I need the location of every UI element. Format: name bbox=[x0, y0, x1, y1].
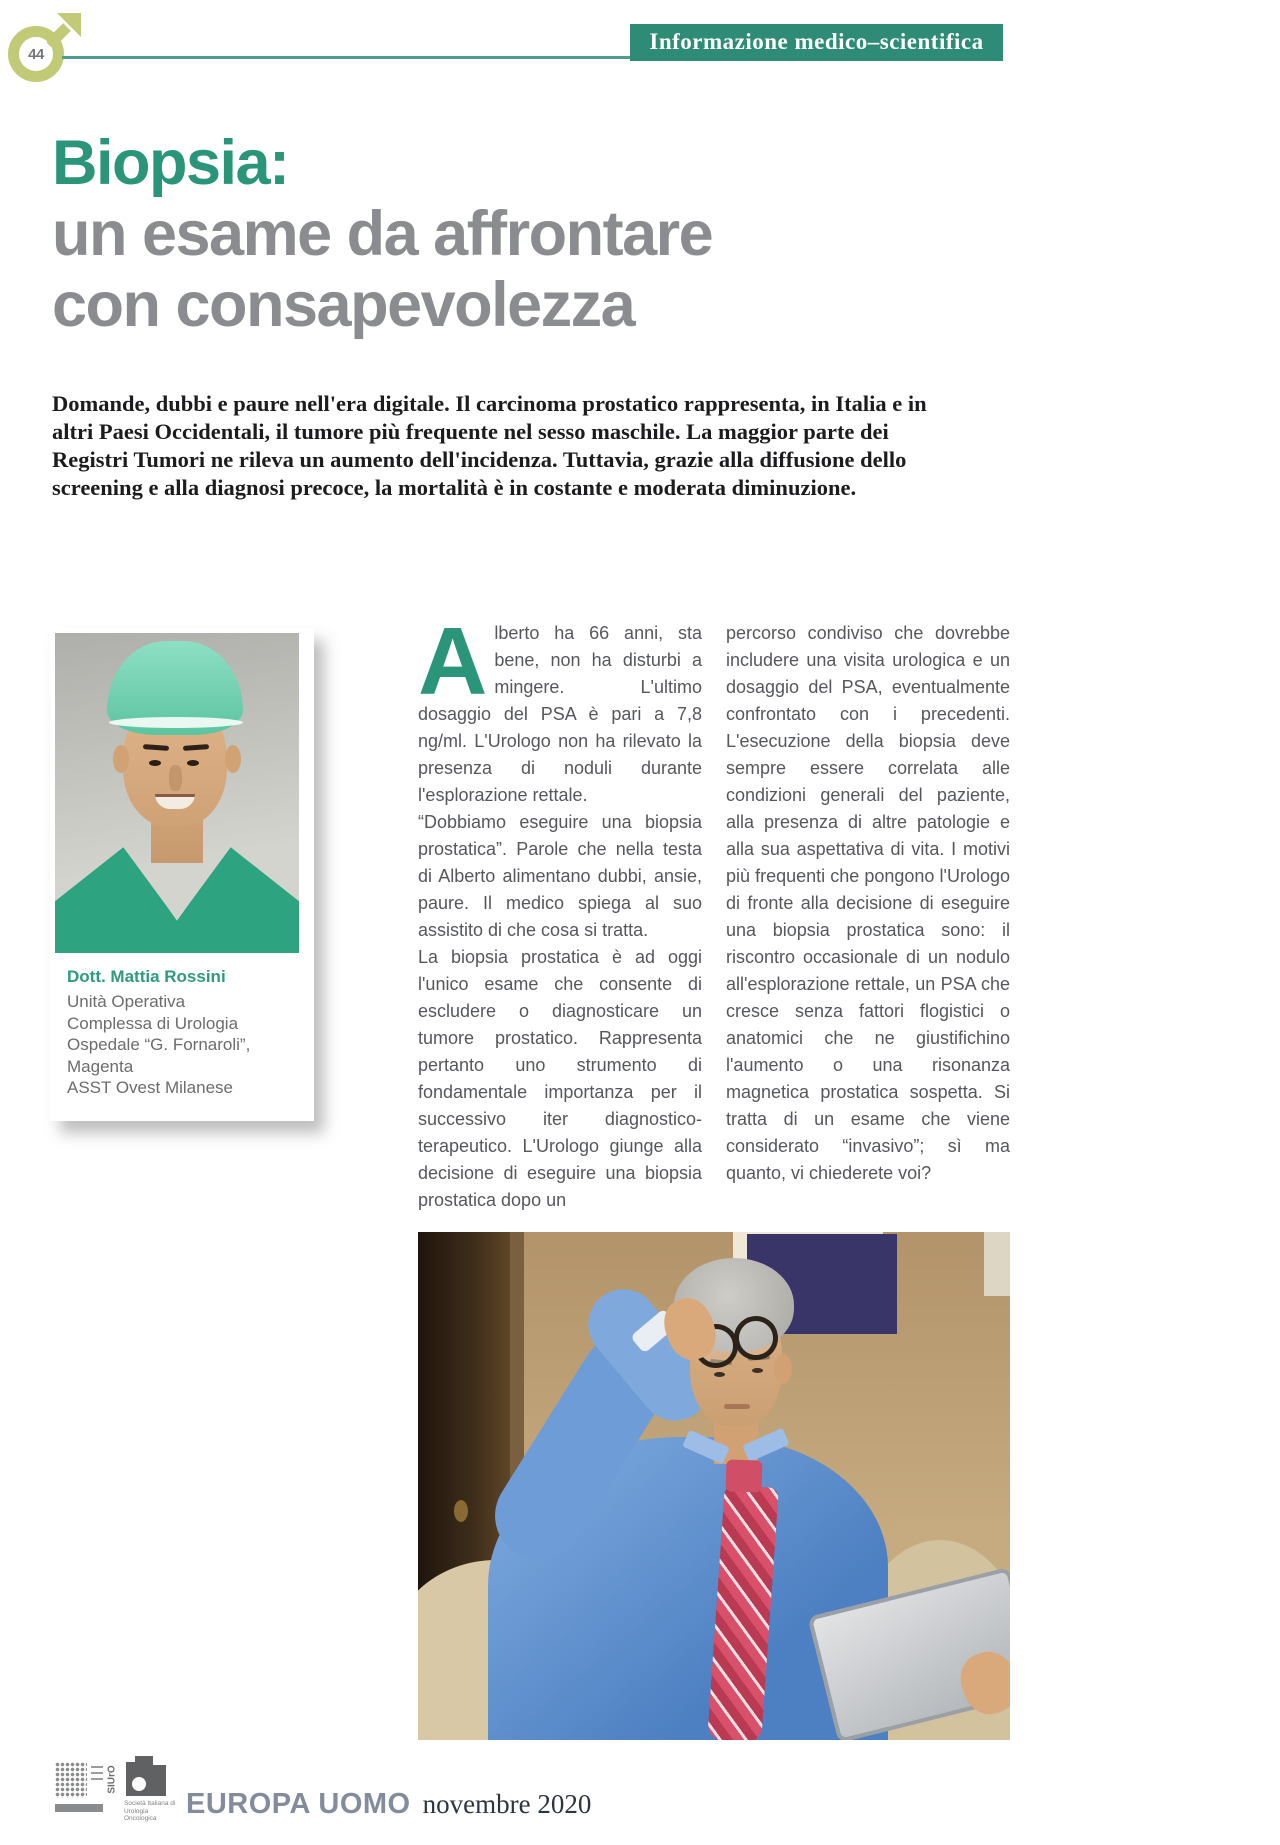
doctor-nose bbox=[169, 765, 182, 791]
doctor-eye-right bbox=[187, 760, 199, 766]
man-ear bbox=[774, 1354, 792, 1384]
siuro-mark-notch bbox=[153, 1756, 166, 1765]
author-card bbox=[50, 628, 314, 1121]
footer-brand bbox=[186, 1788, 591, 1821]
magazine-name: EUROPA UOMO bbox=[186, 1788, 411, 1820]
author-role-line: Unità Operativa bbox=[67, 992, 186, 1011]
eso-logo-text-line bbox=[91, 1778, 103, 1780]
lede-paragraph: Domande, dubbi e paure nell'era digitale. Il carcinoma prostatico rappresenta, in Italia e in altri Paesi Occidentali, il tumore più frequente nel sesso maschile. La maggior parte dei Registri Tumori ne rileva un aumento dell'incidenza. Tuttavia, grazie alla diffusione dello screening e alla diagnosi precoce, la mortalità è in costante e moderata diminuzione. bbox=[52, 391, 927, 500]
paragraph: percorso condiviso che dovrebbe includere una visita urologica e un dosaggio del PSA, eventualmente confrontato con i precedenti. L'esecuzione della biopsia deve sempre essere correlata alle condizioni generali del paziente, alla presenza di altre patologie e alla sua aspettativa di vita. I motivi più frequenti che pongono l'Urologo di fronte alla decisione di eseguire una biopsia prostatica sono: il riscontro occasionale di un nodulo all'esplorazione rettale, un PSA che cresce senza fattori flogistici o anatomici che ne giustifichino l'aumento o una risonanza magnetica prostatica sospetta. Si tratta di un esame che viene considerato “invasivo”; sì ma quanto, vi chiederete voi? bbox=[726, 623, 1010, 1183]
doctor-eye-left bbox=[149, 760, 161, 766]
mars-arrow-icon bbox=[47, 13, 81, 47]
doctor-photo bbox=[55, 633, 299, 953]
eso-logo-text-line bbox=[91, 1772, 103, 1774]
article-column-2 bbox=[726, 620, 1010, 1214]
siuro-mark-circle bbox=[132, 1777, 146, 1791]
eso-logo-text-line bbox=[91, 1766, 103, 1768]
man-tie-knot bbox=[725, 1459, 762, 1492]
title-line-accent: Biopsia: bbox=[52, 128, 289, 198]
paragraph bbox=[418, 608, 702, 809]
surgical-cap-band bbox=[109, 717, 243, 728]
eso-logo bbox=[55, 1762, 103, 1814]
article-body bbox=[418, 608, 1010, 1214]
patient-photo bbox=[418, 1232, 1010, 1740]
man-eye-right bbox=[752, 1368, 763, 1373]
author-role-line: Complessa di Urologia bbox=[67, 1013, 239, 1033]
siuro-logo-mark bbox=[126, 1756, 166, 1796]
siuro-mark-notch bbox=[126, 1756, 135, 1762]
section-badge: Informazione medico–scientifica bbox=[630, 24, 1003, 61]
paragraph: La biopsia prostatica è ad oggi l'unico esame che consente di escludere o diagnosticare un tumore prostatico. Rappresenta pertanto uno strumento di fondamentale importanza per il successivo iter diagnostico-terapeutico. L'Urologo giunge alla decisione di eseguire una biopsia prostatica dopo un bbox=[418, 947, 702, 1210]
author-hospital-line: Ospedale “G. Fornaroli”, bbox=[67, 1035, 251, 1054]
paragraph-text: lberto ha 66 anni, sta bene, non ha disturbi a mingere. L'ultimo dosaggio del PSA è pari a 7,8 ng/ml. L'Urologo non ha rilevato la presenza di noduli durante l'esplorazione rettale. bbox=[418, 623, 702, 805]
siuro-logo-label: SIUrO bbox=[106, 1765, 118, 1794]
author-name: Dott. Mattia Rossini bbox=[67, 967, 226, 986]
doctor-ear-right bbox=[225, 745, 241, 773]
siuro-logo bbox=[106, 1756, 176, 1822]
title-line-2: un esame da affrontare bbox=[52, 199, 713, 269]
photo-wall-frame-2 bbox=[984, 1232, 1010, 1296]
man-mouth bbox=[724, 1404, 750, 1409]
page-title bbox=[52, 128, 712, 341]
paragraph: “Dobbiamo eseguire una biopsia prostatica”. Parole che nella testa di Alberto alimentano dubbi, ansie, paure. Il medico spiega al suo assistito di che cosa si tratta. bbox=[418, 812, 702, 940]
man-eye-left bbox=[714, 1372, 725, 1377]
author-city-line: Magenta bbox=[67, 1056, 134, 1076]
drop-cap: A bbox=[418, 608, 488, 715]
doctor-ear-left bbox=[113, 745, 129, 773]
article-column-1 bbox=[418, 608, 702, 1214]
page-number: 44 bbox=[28, 45, 44, 63]
author-caption bbox=[55, 953, 309, 1103]
title-line-3: con consapevolezza bbox=[52, 270, 635, 340]
author-org-line: ASST Ovest Milanese bbox=[67, 1078, 233, 1097]
siuro-caption: Società Italiana di Urologia Oncologica bbox=[124, 1800, 176, 1822]
issue-date: novembre 2020 bbox=[422, 1789, 592, 1819]
eso-logo-bar bbox=[55, 1804, 103, 1812]
photo-door-knob bbox=[454, 1500, 468, 1522]
eso-logo-dots bbox=[55, 1762, 87, 1798]
